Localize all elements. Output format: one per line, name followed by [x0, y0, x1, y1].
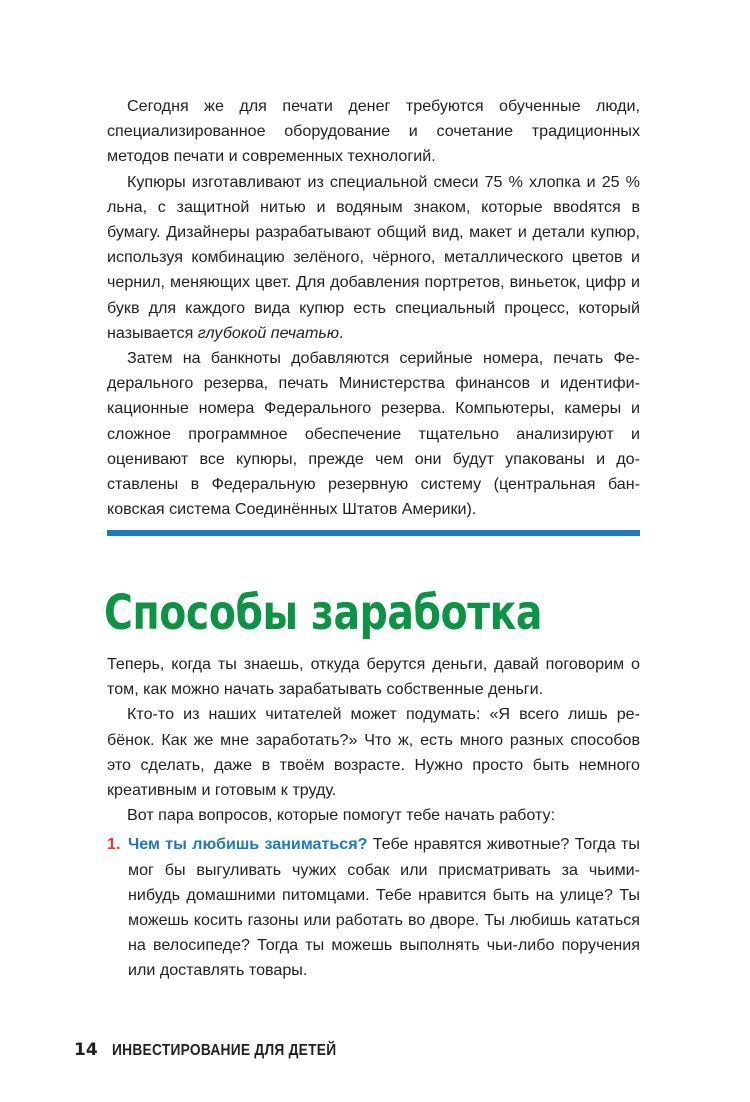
paragraph-end-punct: .: [338, 323, 344, 342]
paragraph-intro: Теперь, когда ты знаешь, откуда берутся деньги, давай поговорим о том, как можно начать зарабатывать собственные деньги.: [107, 655, 640, 699]
paragraph-serial-numbers: Затем на банкноты добавляются серийные номера, печать Федерального резерва, печать Министерства финансов и идентификационные номера Федерального резерва. Компьютеры, камеры и сложное программное обеспечение тщательно анализируют и оценивают все купюры, прежде чем они будут упакованы и доставлены в Федеральную резервную систему (центральная банковская система Соединённых Штатов Америки).: [107, 349, 640, 519]
page-footer: [74, 1040, 373, 1060]
paragraph-printing-today: Сегодня же для печати денег требуются обученные люди, специализированное оборудование и сочетание традиционных методов печати и современных технологий.: [107, 97, 640, 166]
intaglio-term: глубокой печатью: [197, 323, 339, 342]
list-item-number: 1.: [107, 835, 121, 854]
intro-section: [107, 94, 640, 522]
page-number: 14: [74, 1040, 98, 1060]
list-item: [107, 832, 640, 983]
paragraph-banknote-production-text: Купюры изготавливают из специальной смеси 75 % хлопка и 25 % льна, с защитной нитью и водяным знаком, которые ввоdятся в бумагу. Дизайнеры разрабатывают общий вид, макет и детали купюр, используя комбинацию зелёного, чёрного, металлического цветов и чернил, меняющих цвет. Для добавления портретов, виньеток, цифр и букв для каждого вида купюр есть специальный процесс, который называется: [107, 172, 640, 342]
earning-section: [107, 652, 640, 984]
section-heading: Способы заработка: [104, 585, 543, 641]
section-divider: [107, 530, 640, 536]
paragraph-banknote-production: [107, 170, 640, 346]
book-title: ИНВЕСТИРОВАНИЕ ДЛЯ ДЕТЕЙ: [111, 1042, 337, 1059]
list-item-text: Тебе нравятся животные? Тогда ты мог бы выгуливать чужих собак или присматривать за чьими-нибудь домашними питомцами. Тебе нравится быть на улице? Ты можешь косить газоны или работать во дворе. Ты любишь кататься на велосипеде? Тогда ты можешь выполнять чьи-либо поручения или доставлять товары.: [128, 835, 640, 980]
paragraph-questions-lead: Вот пара вопросов, которые помогут тебе начать работу:: [127, 806, 556, 825]
paragraph-reader-question: Кто-то из наших читателей может подумать: «Я всего лишь ребёнок. Как же мне заработать?» Что ж, есть много разных способов это сделать, даже в твоём возрасте. Нужно просто быть немного креативным и готовым к труду.: [107, 705, 640, 800]
list-item-question: Чем ты любишь заниматься?: [128, 835, 368, 854]
